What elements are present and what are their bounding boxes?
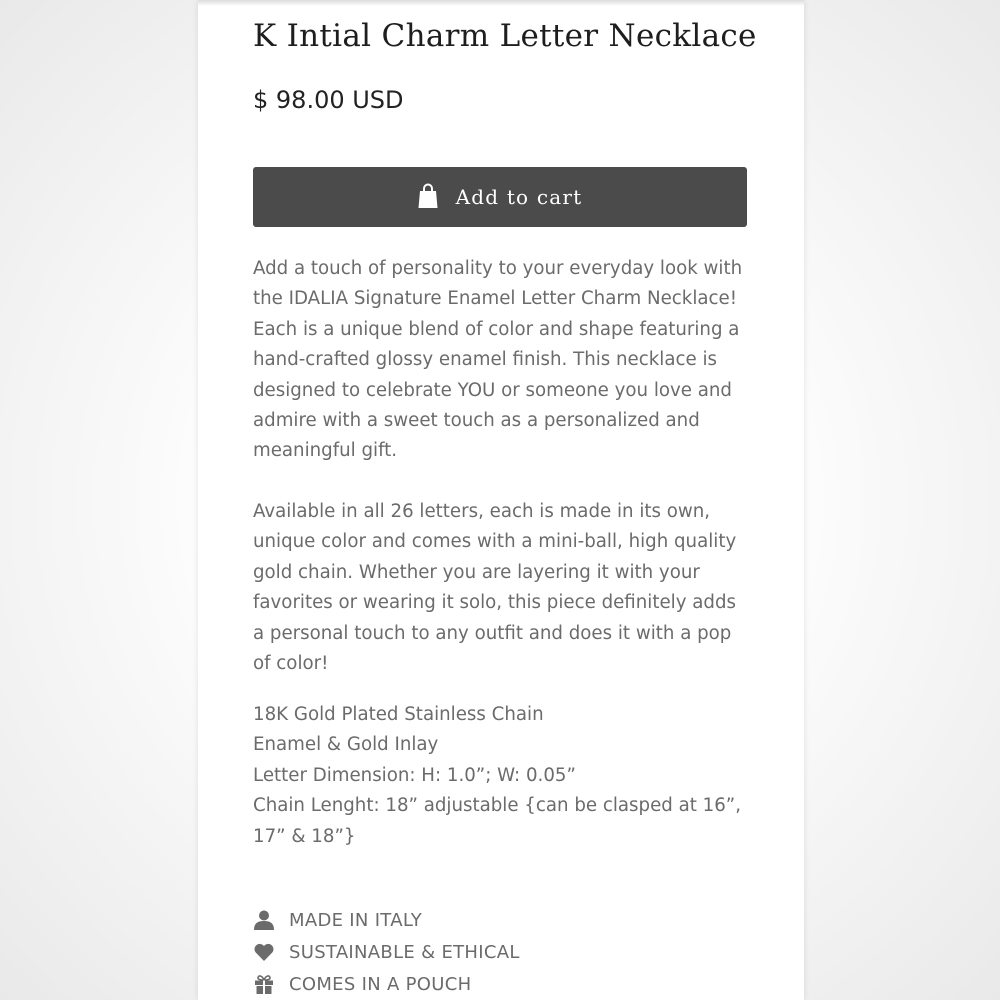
product-specs (253, 700, 747, 852)
person-icon (253, 909, 275, 931)
feature-label: MADE IN ITALY (289, 909, 423, 931)
description-text: Add a touch of personality to your everyday look with the IDALIA Signature Enamel Letter Charm Necklace! Each is a unique blend of color and shape featuring a hand-crafted glossy enamel finish. This necklace is designed to celebrate YOU or someone you love and admire with a sweet touch as a personalized and meaningful gift. (253, 258, 743, 462)
feature-label: SUSTAINABLE & ETHICAL (289, 941, 520, 963)
product-card (198, 0, 804, 1000)
feature-pouch (253, 968, 747, 1000)
feature-sustainable (253, 936, 747, 968)
heart-icon (253, 941, 275, 963)
spec-line: Enamel & Gold Inlay (253, 734, 439, 756)
feature-label: COMES IN A POUCH (289, 973, 472, 995)
feature-made-in-italy (253, 904, 747, 936)
shopping-bag-icon (418, 183, 438, 209)
spec-line: Letter Dimension: H: 1.0”; W: 0.05” (253, 764, 576, 786)
description-paragraph-1 (253, 254, 747, 467)
description-text: Available in all 26 letters, each is made in its own, unique color and comes with a mini-ball, high quality gold chain. Whether you are layering it with your favorites or wearing it solo, this piece definitely adds a personal touch to any outfit and does it with a pop of color! (253, 501, 737, 675)
gift-icon (253, 973, 275, 995)
description-paragraph-2 (253, 497, 747, 679)
spec-line: Chain Lenght: 18” adjustable {can be clasped at 16”, 17” & 18”} (253, 795, 741, 847)
add-to-cart-button[interactable] (253, 167, 747, 227)
feature-list (253, 904, 747, 1000)
add-to-cart-label: Add to cart (455, 185, 583, 209)
product-price: $ 98.00 USD (253, 86, 404, 114)
spec-line: 18K Gold Plated Stainless Chain (253, 704, 544, 725)
product-title: K Intial Charm Letter Necklace (253, 18, 757, 54)
